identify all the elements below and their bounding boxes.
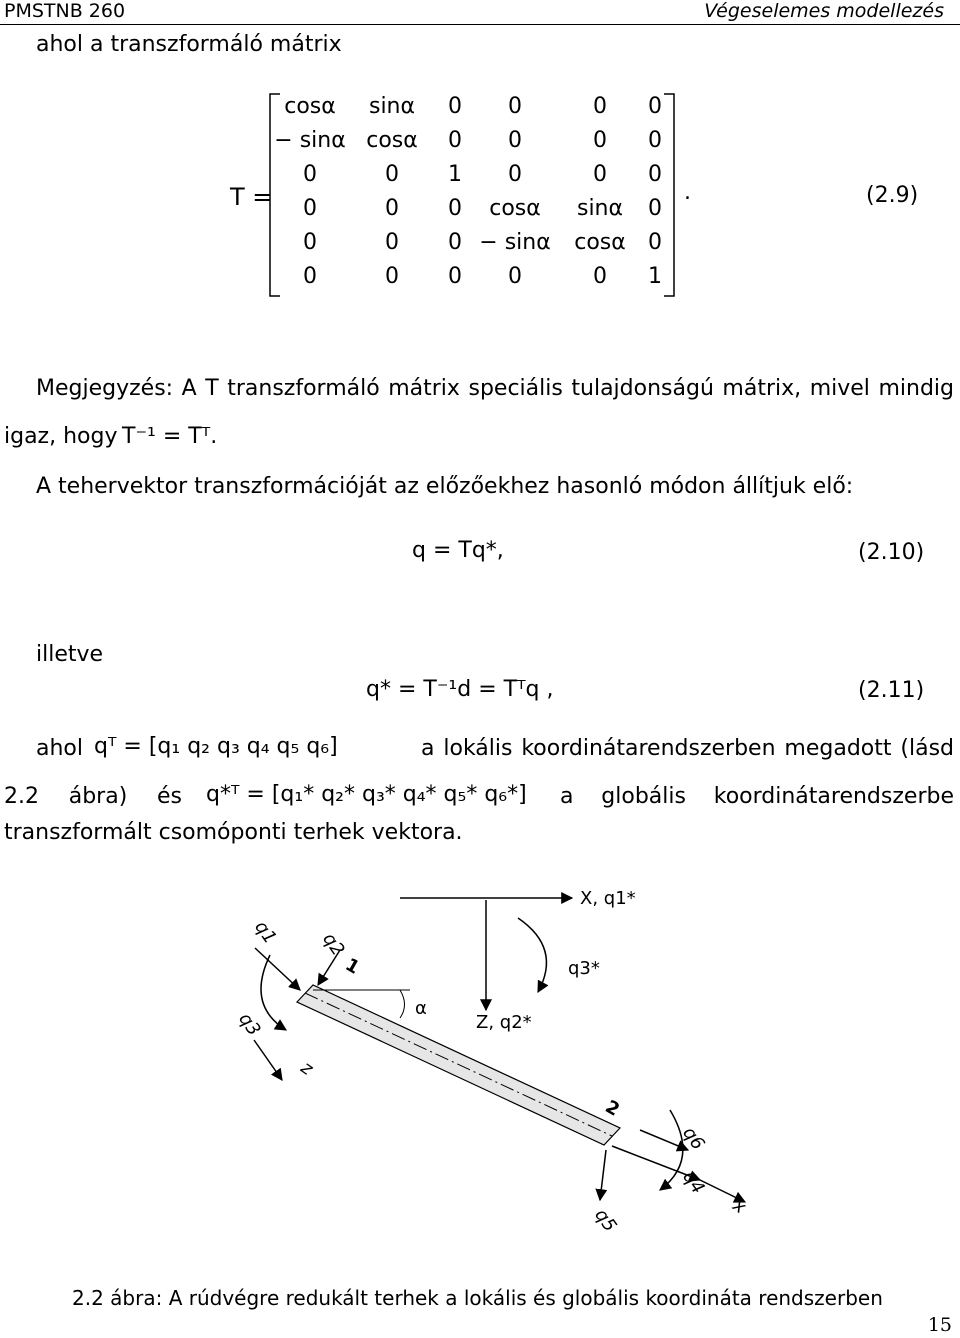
label-node-2: 2 — [601, 1096, 623, 1121]
load-sentence: A tehervektor transzformációját az előzőekhez hasonló módon állítjuk elő: — [36, 474, 854, 499]
para-l1-b: a lokális koordinátarendszerben megadott (lásd — [421, 736, 954, 761]
eq-2-10-formula: q = Tq*, — [412, 538, 504, 563]
matrix-cell: sinα — [368, 94, 416, 119]
para-l1-formula: qᵀ = [q₁ q₂ q₃ q₄ q₅ q₆] — [94, 734, 338, 759]
eq-label-2-10: (2.10) — [858, 540, 925, 565]
label-q3: q3 — [234, 1009, 265, 1040]
local-z-axis-arrow — [254, 1040, 282, 1080]
para-l2-a: 2.2 ábra) és — [4, 784, 182, 809]
matrix-cell: − sinα — [479, 230, 551, 255]
matrix-cell: sinα — [576, 196, 624, 221]
matrix-cell: 0 — [448, 264, 462, 289]
matrix-cell: 1 — [448, 162, 462, 187]
figure-caption: 2.2 ábra: A rúdvégre redukált terhek a lokális és globális koordináta rendszerben — [72, 1286, 883, 1310]
matrix-cell: 0 — [508, 94, 522, 119]
label-q3-star: q3* — [568, 958, 600, 979]
label-q6: q6 — [678, 1123, 709, 1154]
matrix-cell: 1 — [648, 264, 662, 289]
label-node-1: 1 — [341, 954, 363, 979]
matrix-cell: cosα — [574, 230, 626, 255]
matrix-period: . — [684, 180, 691, 205]
matrix-cell: 0 — [303, 264, 317, 289]
eq-2-11-formula: q* = T⁻¹d = Tᵀq , — [366, 677, 554, 702]
eq-label-2-11: (2.11) — [858, 678, 925, 703]
matrix-cell: 0 — [385, 264, 399, 289]
matrix-cell: 0 — [448, 230, 462, 255]
matrix-cell: 0 — [508, 128, 522, 153]
matrix-cell: 0 — [385, 162, 399, 187]
matrix-cell: 0 — [448, 128, 462, 153]
para-l2-b: a globális koordinátarendszerbe — [560, 784, 954, 809]
matrix-cell: 0 — [593, 264, 607, 289]
beam-element — [297, 985, 620, 1145]
label-q4: q4 — [678, 1167, 709, 1198]
note-line-2-prefix: igaz, hogy — [4, 424, 118, 449]
q5-force-arrow — [600, 1150, 606, 1200]
para-l1-a: ahol — [36, 736, 83, 761]
matrix-cell: cosα — [366, 128, 418, 153]
para-l3: transzformált csomóponti terhek vektora. — [4, 820, 463, 845]
matrix-cell: 0 — [385, 230, 399, 255]
header-left: PMSTNB 260 — [4, 0, 126, 22]
intro-text: ahol a transzformáló mátrix — [36, 32, 342, 57]
note-line-2-formula: T⁻¹ = Tᵀ. — [122, 424, 218, 449]
alpha-arc — [400, 990, 405, 1018]
header-right: Végeselemes modellezés — [704, 0, 944, 22]
label-q2: q2 — [318, 929, 349, 960]
eq-label-2-9: (2.9) — [866, 183, 919, 208]
label-alpha: α — [415, 998, 427, 1019]
matrix-cell: 0 — [385, 196, 399, 221]
matrix-cell: cosα — [489, 196, 541, 221]
label-q5: q5 — [590, 1205, 621, 1236]
label-global-x: X, q1* — [580, 888, 636, 909]
label-local-z: z — [296, 1057, 317, 1080]
label-local-x: x — [728, 1194, 750, 1219]
matrix-cell: cosα — [284, 94, 336, 119]
matrix-cell: 0 — [593, 94, 607, 119]
matrix-cell: 0 — [448, 94, 462, 119]
matrix-cell: 0 — [508, 264, 522, 289]
matrix-cell: 0 — [508, 162, 522, 187]
matrix-cell: 0 — [648, 128, 662, 153]
note-line-1: Megjegyzés: A T transzformáló mátrix speciális tulajdonságú mátrix, mivel mindig — [36, 376, 954, 401]
matrix-lhs: T = — [230, 183, 273, 211]
matrix-cell: 0 — [303, 230, 317, 255]
matrix-cell: 0 — [648, 162, 662, 187]
matrix-cell: 0 — [648, 196, 662, 221]
page-number: 15 — [927, 1314, 952, 1336]
matrix-cell: 0 — [593, 162, 607, 187]
matrix-cell: 0 — [593, 128, 607, 153]
matrix-cell: 0 — [448, 196, 462, 221]
matrix-cell: 0 — [303, 196, 317, 221]
label-global-z: Z, q2* — [476, 1012, 532, 1033]
global-moment-arrow — [518, 918, 546, 992]
matrix-cell: 0 — [648, 230, 662, 255]
matrix-cell: 0 — [648, 94, 662, 119]
illetve-text: illetve — [36, 642, 104, 667]
label-q1: q1 — [250, 917, 281, 948]
matrix-cell: − sinα — [274, 128, 346, 153]
para-l2-formula: q*ᵀ = [q₁* q₂* q₃* q₄* q₅* q₆*] — [206, 782, 527, 807]
matrix-cell: 0 — [303, 162, 317, 187]
